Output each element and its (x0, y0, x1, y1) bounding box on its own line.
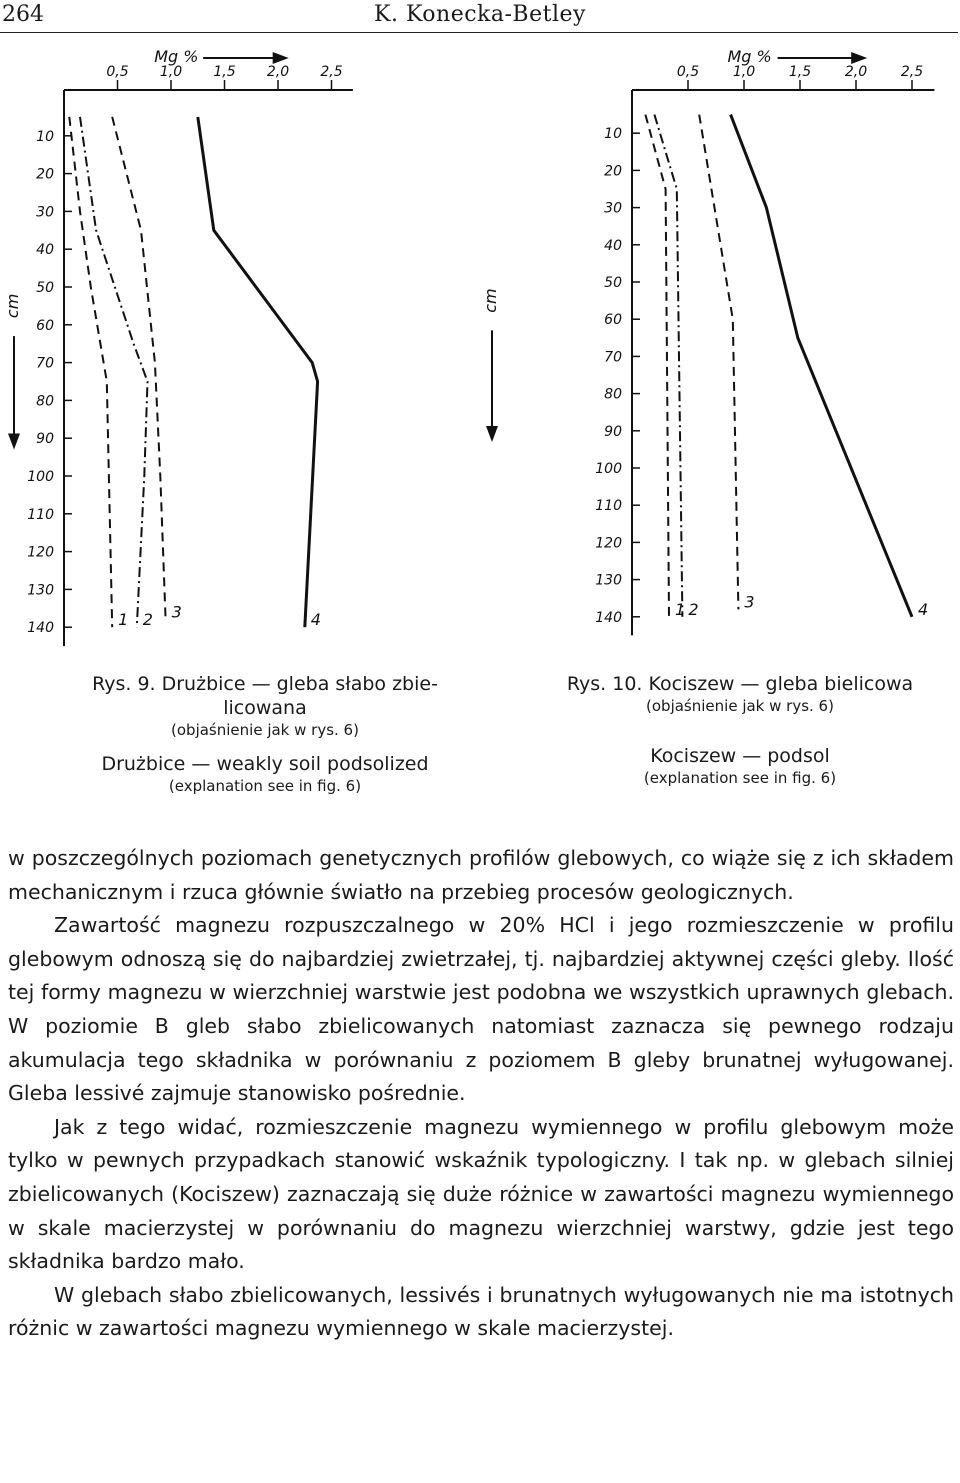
x-tick-label: 1,0 (732, 64, 756, 80)
y-tick-label: 80 (604, 386, 622, 403)
figure-10-caption (520, 672, 960, 788)
y-tick-label: 110 (595, 498, 622, 515)
y-tick-label: 30 (36, 204, 54, 221)
x-tick-label: 2,0 (844, 64, 868, 80)
series-3-line (699, 115, 738, 610)
series-3-label: 3 (171, 602, 182, 622)
fig9-caption-note: (objaśnienie jak w rys. 6) (171, 721, 359, 739)
fig10-caption-english-note: (explanation see in fig. 6) (643, 769, 837, 787)
figure-9-chart (0, 38, 470, 668)
y-tick-label: 130 (595, 572, 622, 589)
y-axis-label: cm (3, 293, 22, 319)
series-3-line (112, 117, 165, 620)
y-tick-label: 130 (27, 582, 54, 599)
y-tick-label: 70 (36, 355, 54, 372)
y-tick-label: 50 (604, 275, 622, 291)
y-axis-label: cm (481, 288, 500, 313)
fig9-caption-english: Drużbice — weakly soil podsolized (101, 753, 429, 775)
y-tick-label: 30 (604, 200, 622, 217)
paragraph-2: Zawartość magnezu rozpuszczalnego w 20% HCl i jego rozmieszczenie w profilu glebowym odnoszą się do najbardziej zwietrzałej, tj. najbardziej aktywnej części gleby. Ilość tej formy magnezu w wierzchniej warstwie jest podobna we wszystkich uprawnych glebach. W poziomie B gleb słabo zbielicowanych natomiast zaznacza się pewnego rodzaju akumulacja tego składnika w porównaniu z poziomem B gleby brunatnej wyługowanej. Gleba lessivé zajmuje stanowisko pośrednie. (8, 913, 954, 1106)
y-tick-label: 90 (604, 423, 622, 440)
x-tick-label: 1,0 (159, 64, 183, 80)
paragraph-3: Jak z tego widać, rozmieszczenie magnezu wymiennego w profilu glebowym może tylko w pewnych przypadkach stanowić wskaźnik typologiczny. I tak np. w glebach silniej zbielicowanych (Kociszew) zaznaczają się duże różnice w zawartości magnezu wymiennego w skale macierzystej w porównaniu do magnezu wierzchniej warstwy, gdzie jest tego składnika bardzo mało. (8, 1114, 954, 1274)
y-tick-label: 60 (604, 312, 622, 329)
series-4-label: 4 (310, 610, 321, 630)
y-tick-label: 60 (36, 317, 54, 334)
series-4-line (731, 115, 912, 617)
running-head (0, 0, 960, 34)
y-arrow-head (8, 434, 20, 450)
series-1-label: 1 (118, 610, 129, 630)
figure-10-plot (478, 38, 958, 668)
fig9-caption-line2: licowana (223, 697, 307, 719)
series-1-line (69, 117, 112, 627)
x-arrow-head (851, 52, 867, 64)
fig10-caption-english: Kociszew — podsol (650, 745, 830, 767)
x-tick-label: 1,5 (213, 64, 236, 80)
series-4-label: 4 (918, 599, 929, 619)
header-rule (0, 32, 958, 33)
series-2-label: 2 (142, 610, 153, 630)
y-tick-label: 40 (604, 237, 622, 254)
page-number: 264 (2, 2, 44, 27)
x-tick-label: 1,5 (788, 64, 812, 80)
y-tick-label: 80 (36, 393, 54, 410)
running-head-author: K. Konecka-Betley (374, 2, 586, 27)
y-tick-label: 140 (27, 620, 54, 637)
figure-9-plot (0, 38, 470, 668)
x-tick-label: 2,5 (320, 64, 343, 80)
figure-10-chart (478, 38, 958, 668)
y-tick-label: 10 (36, 128, 54, 145)
x-tick-label: 0,5 (676, 64, 700, 80)
y-tick-label: 140 (595, 609, 622, 626)
x-tick-label: 2,0 (266, 64, 290, 80)
series-2-line (80, 117, 148, 630)
series-1-label: 1 (674, 599, 686, 619)
paragraph-4: W glebach słabo zbielicowanych, lessivés i brunatnych wyługowanych nie ma istotnych różnic w zawartości magnezu wymiennego w skale macierzystej. (8, 1282, 954, 1341)
y-tick-label: 100 (595, 461, 622, 477)
y-tick-label: 120 (27, 544, 54, 561)
series-3-label: 3 (744, 592, 755, 612)
y-arrow-head (486, 426, 498, 442)
fig10-caption-main: Rys. 10. Kociszew — gleba bielicowa (566, 673, 914, 695)
y-tick-label: 50 (36, 280, 54, 296)
x-arrow-head (273, 52, 289, 64)
y-tick-label: 10 (604, 126, 622, 143)
y-tick-label: 110 (27, 506, 54, 523)
x-axis-label: Mg % (154, 47, 199, 66)
series-1-line (645, 115, 669, 617)
fig10-caption-note: (objaśnienie jak w rys. 6) (646, 697, 834, 715)
paragraph-1: w poszczególnych poziomach genetycznych profilów glebowych, co wiąże się z ich składem mechanicznym i rzuca głównie światło na przebieg procesów geologicznych. (8, 846, 954, 904)
y-tick-label: 40 (36, 242, 54, 259)
figure-9-caption (40, 672, 490, 796)
fig9-caption-english-note: (explanation see in fig. 6) (168, 777, 362, 795)
fig9-caption-line1: Rys. 9. Drużbice — gleba słabo zbie- (92, 673, 438, 695)
y-tick-label: 20 (36, 166, 54, 183)
body-text (8, 842, 954, 1346)
y-tick-label: 70 (604, 349, 622, 366)
x-axis-label: Mg % (727, 47, 772, 66)
series-2-line (654, 115, 682, 617)
y-tick-label: 100 (27, 469, 54, 485)
y-tick-label: 20 (604, 163, 622, 180)
y-tick-label: 90 (36, 431, 54, 448)
x-tick-label: 2,5 (900, 64, 924, 80)
x-tick-label: 0,5 (106, 64, 129, 80)
series-2-label: 2 (688, 599, 699, 619)
y-tick-label: 120 (595, 535, 622, 552)
series-4-line (198, 117, 318, 627)
